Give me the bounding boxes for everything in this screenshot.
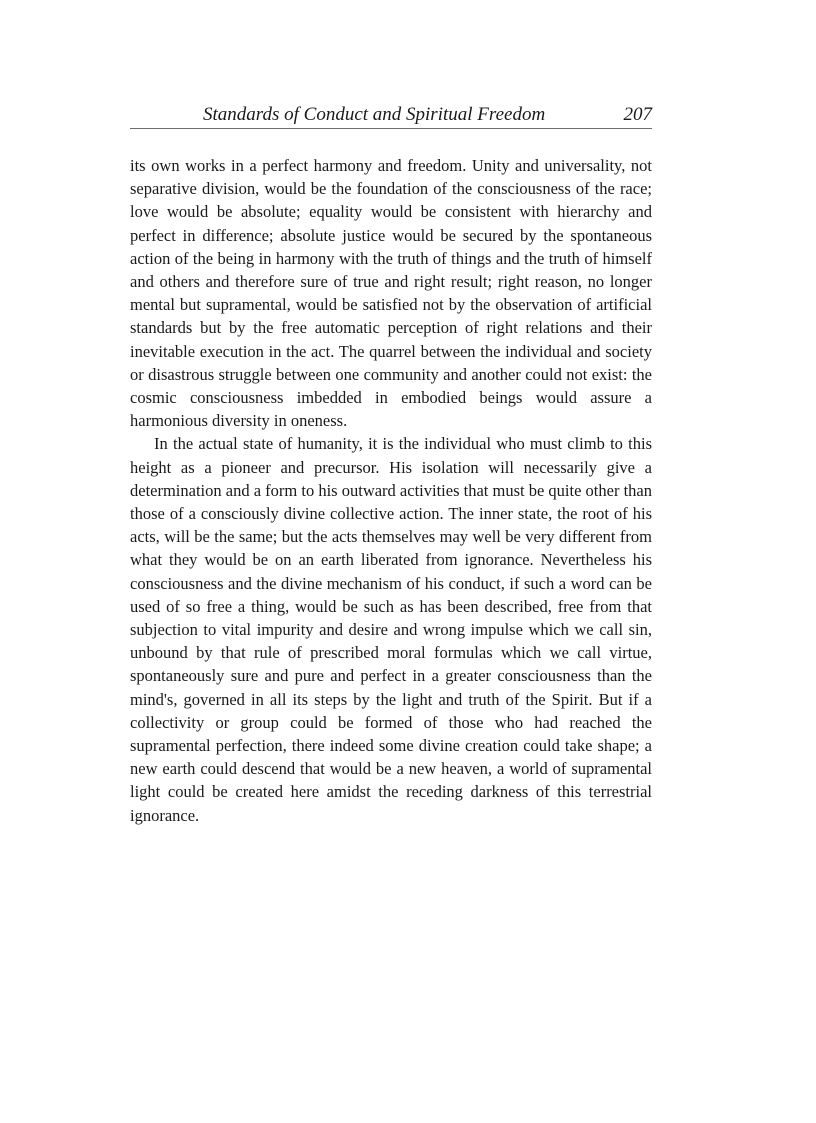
running-head [130,104,652,129]
page-number: 207 [623,104,652,125]
body-text [130,154,652,827]
paragraph-1: its own works in a perfect harmony and freedom. Unity and universality, not separative division, would be the foundation of the consciousness of the race; love would be absolute; equality would be consistent with hierarchy and perfect in difference; absolute justice would be secured by the spontaneous action of the being in harmony with the truth of things and the truth of himself and others and therefore sure of true and right result; right reason, no longer mental but supramental, would be satisfied not by the observation of artificial standards but by the free automatic perception of right relations and their inevitable execution in the act. The quarrel between the individual and society or disastrous struggle between one community and another could not exist: the cosmic consciousness imbedded in embodied beings would assure a harmonious diversity in oneness. [130,156,652,431]
chapter-title: Standards of Conduct and Spiritual Freedom [203,104,546,125]
paragraph-2: In the actual state of humanity, it is the individual who must climb to this height as a pioneer and precursor. His isolation will necessarily give a determination and a form to his outward activities that must be quite other than those of a consciously divine collective action. The inner state, the root of his acts, will be the same; but the acts themselves may well be very different from what they would be on an earth liberated from ignorance. Nevertheless his consciousness and the divine mechanism of his conduct, if such a word can be used of so free a thing, would be such as has been described, free from that subjection to vital impurity and desire and wrong impulse which we call sin, unbound by that rule of prescribed moral formulas which we call virtue, spontaneously sure and pure and perfect in a greater consciousness than the mind's, governed in all its steps by the light and truth of the Spirit. But if a collectivity or group could be formed of those who had reached the supramental perfection, there indeed some divine creation could take shape; a new earth could descend that would be a new heaven, a world of supramental light could be created here amidst the receding darkness of this terrestrial ignorance. [130,434,652,825]
